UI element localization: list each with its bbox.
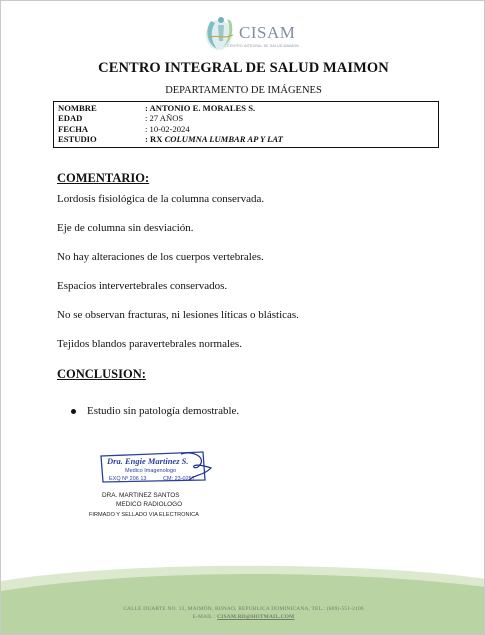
cisam-logo	[197, 11, 307, 55]
conclusion-heading: CONCLUSION:	[57, 367, 146, 381]
email-link[interactable]: CISAM.RD@HOTMAIL.COM	[217, 614, 295, 620]
study-name: COLUMNA LUMBAR AP Y LAT	[164, 134, 283, 145]
finding-item: Espacios intervertebrales conservados.	[57, 280, 228, 292]
study-value	[145, 134, 283, 144]
doctor-role: MEDICO RADIOLOGO	[116, 501, 183, 508]
department-name: DEPARTAMENTO DE IMÁGENES	[165, 85, 322, 96]
finding-item: Eje de columna sin desviación.	[57, 222, 194, 234]
name-label: NOMBRE	[58, 103, 97, 113]
conclusion-text: Estudio sin patología demostrable.	[87, 405, 240, 417]
stamp-cm: CM: 23-0257	[163, 476, 195, 482]
patient-row-date	[58, 124, 438, 134]
finding-item: No hay alteraciones de los cuerpos vertebrales.	[57, 251, 264, 263]
patient-info-box	[53, 101, 439, 148]
comment-heading: COMENTARIO:	[57, 171, 150, 185]
signature-note: FIRMADO Y SELLADO VIA ELECTRONICA	[89, 512, 199, 518]
conclusion-item	[71, 405, 239, 417]
study-label: ESTUDIO	[58, 134, 97, 145]
date-label: FECHA	[58, 123, 89, 134]
study-prefix: : RX	[145, 134, 165, 145]
patient-row-age	[58, 113, 438, 123]
footer-band	[1, 541, 485, 635]
patient-row-study	[58, 134, 438, 144]
name-value: : ANTONIO E. MORALES S.	[145, 103, 256, 113]
stamp-title: Medico Imagenologo	[125, 468, 177, 474]
age-label: EDAD	[58, 113, 83, 124]
doctor-stamp	[99, 450, 217, 484]
age-value: : 27 AÑOS	[145, 113, 184, 124]
bullet-icon	[71, 409, 76, 414]
logo-name: CISAM	[239, 23, 296, 42]
stamp-exq: EXQ Nº 206 13	[109, 476, 147, 482]
footer-address: CALLE DUARTE NO. 13, MAIMÓN, BONAO, REPUBLICA DOMINICANA, TEL.: (809)-551-2106	[123, 606, 364, 612]
footer-email-line	[1, 614, 485, 620]
stamp-name: Dra. Engie Martinez S.	[107, 456, 189, 466]
email-prefix: E-MAIL :	[192, 614, 218, 620]
logo-subtitle: CENTRO INTEGRAL DE SALUD MAIMON	[227, 44, 299, 48]
document-title: CENTRO INTEGRAL DE SALUD MAIMON	[98, 60, 389, 76]
finding-item: Tejidos blandos paravertebrales normales.	[57, 338, 242, 350]
patient-row-name	[58, 103, 438, 113]
finding-item: No se observan fracturas, ni lesiones líticas o blásticas.	[57, 309, 299, 321]
finding-item: Lordosis fisiológica de la columna conservada.	[57, 193, 265, 205]
footer-wave-icon	[1, 541, 485, 635]
date-value: : 10-02-2024	[145, 123, 190, 134]
doctor-name: DRA. MARTINEZ SANTOS	[102, 492, 180, 499]
